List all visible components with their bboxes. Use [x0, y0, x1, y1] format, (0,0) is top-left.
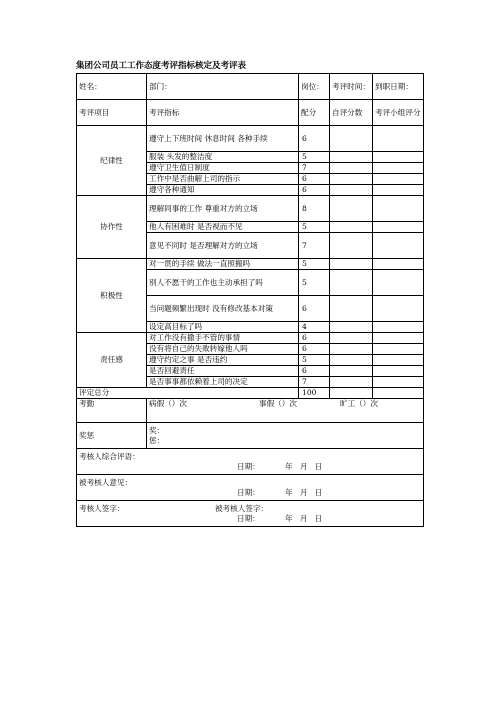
group-score-cell[interactable]: [373, 185, 424, 196]
indicator-text: 遵守上下班时间 休息时间 各种手续: [147, 126, 299, 152]
group-score-cell[interactable]: [373, 222, 424, 233]
sick-leave-count[interactable]: 病假（）次: [149, 399, 187, 408]
total-label: 评定总分: [77, 388, 299, 399]
self-score-cell[interactable]: [330, 322, 373, 333]
category-name: 责任感: [77, 333, 147, 388]
indicator-text: 是否事事都依赖着上司的决定: [147, 377, 299, 388]
total-score: 100: [299, 388, 330, 399]
self-score-cell[interactable]: [330, 196, 373, 222]
self-score-cell[interactable]: [330, 259, 373, 270]
date-fields[interactable]: 年 月 日: [285, 461, 323, 471]
group-score-cell[interactable]: [373, 174, 424, 185]
group-score-cell[interactable]: [373, 233, 424, 259]
arrive-date-label: 到职日期：: [373, 74, 424, 100]
indicator-score: 6: [299, 185, 330, 196]
group-score-cell[interactable]: [373, 163, 424, 174]
indicator-score: 4: [299, 322, 330, 333]
indicator-text: 理解同事的工作 尊重对方的立场: [147, 196, 299, 222]
self-score-cell[interactable]: [330, 233, 373, 259]
indicator-row: [77, 259, 424, 270]
assessee-sign-label[interactable]: 被考核人签字：: [215, 503, 269, 513]
penalty-field[interactable]: 惩：: [149, 435, 165, 445]
indicator-score: 6: [299, 333, 330, 344]
assessee-opinion-label: 被考核人意见：: [79, 477, 133, 487]
category-name: 纪律性: [77, 126, 147, 196]
indicator-text: 没有将自己的失败转嫁他人吗: [147, 344, 299, 355]
absence-count[interactable]: 旷工（）次: [340, 399, 378, 408]
category-name: 积极性: [77, 259, 147, 333]
date-label: 日期：: [237, 461, 260, 471]
indicator-score: 8: [299, 196, 330, 222]
indicator-text: 对工作没有撒手不管的事情: [147, 333, 299, 344]
name-label: 姓名：: [77, 74, 147, 100]
reward-label: 奖惩: [77, 423, 147, 449]
indicator-text: 意见不同时 是否理解对方的立场: [147, 233, 299, 259]
self-score-cell[interactable]: [330, 270, 373, 296]
indicator-text: 工作中是否曲解上司的指示: [147, 174, 299, 185]
column-header-row: [77, 100, 424, 126]
indicator-text: 遵守卫生值日制度: [147, 163, 299, 174]
indicator-row: [77, 196, 424, 222]
self-score-cell[interactable]: [330, 355, 373, 366]
col-group-score: 考评小组评分: [373, 100, 424, 126]
indicator-score: 6: [299, 366, 330, 377]
date-label: 日期：: [237, 513, 260, 523]
post-label: 岗位：: [299, 74, 330, 100]
assessor-comment-row: [77, 449, 424, 475]
reward-field[interactable]: 奖：: [149, 425, 165, 435]
self-total-cell[interactable]: [330, 388, 373, 399]
indicator-score: 7: [299, 233, 330, 259]
signature-row: [77, 501, 424, 527]
indicator-score: 5: [299, 270, 330, 296]
indicator-score: 6: [299, 174, 330, 185]
group-score-cell[interactable]: [373, 270, 424, 296]
indicator-score: 7: [299, 377, 330, 388]
attendance-row: [77, 399, 424, 423]
indicator-row: [77, 126, 424, 152]
group-score-cell[interactable]: [373, 366, 424, 377]
category-name: 协作性: [77, 196, 147, 259]
self-score-cell[interactable]: [330, 152, 373, 163]
indicator-text: 设定高目标了吗: [147, 322, 299, 333]
indicator-score: 6: [299, 296, 330, 322]
group-score-cell[interactable]: [373, 377, 424, 388]
form-title: 集团公司员工工作态度考评指标核定及考评表: [76, 61, 247, 71]
personal-leave-count[interactable]: 事假（）次: [259, 399, 297, 408]
indicator-row: [77, 333, 424, 344]
evaluation-table: [76, 73, 424, 527]
self-score-cell[interactable]: [330, 163, 373, 174]
indicator-score: 5: [299, 355, 330, 366]
total-row: [77, 388, 424, 399]
group-score-cell[interactable]: [373, 344, 424, 355]
self-score-cell[interactable]: [330, 344, 373, 355]
indicator-score: 6: [299, 126, 330, 152]
self-score-cell[interactable]: [330, 333, 373, 344]
col-indicator: 考评指标: [147, 100, 299, 126]
group-score-cell[interactable]: [373, 355, 424, 366]
self-score-cell[interactable]: [330, 185, 373, 196]
date-label: 日期：: [237, 487, 260, 497]
indicator-score: 5: [299, 259, 330, 270]
group-score-cell[interactable]: [373, 152, 424, 163]
indicator-score: 6: [299, 344, 330, 355]
assessee-opinion-row: [77, 475, 424, 501]
self-score-cell[interactable]: [330, 377, 373, 388]
self-score-cell[interactable]: [330, 222, 373, 233]
reward-row: [77, 423, 424, 449]
indicator-text: 当问题频繁出现时 没有修改基本对策: [147, 296, 299, 322]
eval-time-label: 考评时间：: [330, 74, 373, 100]
self-score-cell[interactable]: [330, 296, 373, 322]
dept-label: 部门：: [147, 74, 299, 100]
indicator-text: 遵守约定之事 是否违约: [147, 355, 299, 366]
indicator-score: 5: [299, 222, 330, 233]
group-score-cell[interactable]: [373, 296, 424, 322]
header-info-row: [77, 74, 424, 100]
indicator-text: 对一贯的手续 做法一直照搬吗: [147, 259, 299, 270]
group-score-cell[interactable]: [373, 322, 424, 333]
group-total-cell[interactable]: [373, 388, 424, 399]
date-fields[interactable]: 年 月 日: [285, 487, 323, 497]
date-fields[interactable]: 年 月 日: [285, 513, 323, 523]
self-score-cell[interactable]: [330, 174, 373, 185]
group-score-cell[interactable]: [373, 196, 424, 222]
indicator-text: 别人不愿干的工作也主动承担了吗: [147, 270, 299, 296]
indicator-text: 服装 头发的整洁度: [147, 152, 299, 163]
group-score-cell[interactable]: [373, 259, 424, 270]
indicator-score: 5: [299, 152, 330, 163]
col-score: 配分: [299, 100, 330, 126]
self-score-cell[interactable]: [330, 126, 373, 152]
indicator-text: 是否回避责任: [147, 366, 299, 377]
col-item: 考评项目: [77, 100, 147, 126]
col-self-score: 自评分数: [330, 100, 373, 126]
assessor-comment-label: 考核人综合评语：: [79, 451, 140, 461]
indicator-score: 7: [299, 163, 330, 174]
attendance-label: 考勤: [77, 399, 147, 423]
indicator-text: 遵守各种通知: [147, 185, 299, 196]
self-score-cell[interactable]: [330, 366, 373, 377]
group-score-cell[interactable]: [373, 126, 424, 152]
indicator-text: 他人有困难时 是否视而不见: [147, 222, 299, 233]
assessor-sign-label[interactable]: 考核人签字：: [79, 503, 125, 513]
group-score-cell[interactable]: [373, 333, 424, 344]
